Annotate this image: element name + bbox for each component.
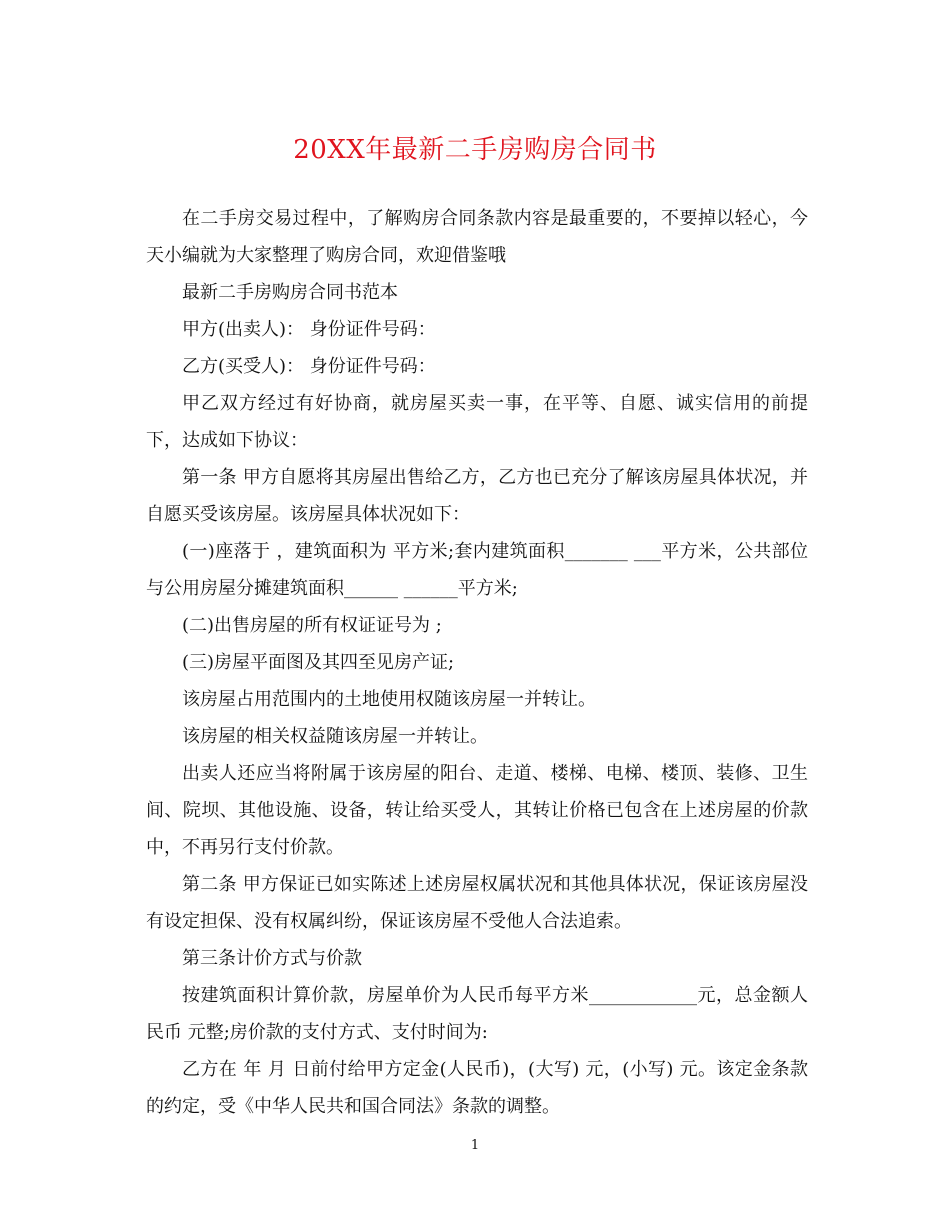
paragraph-party-b: 乙方(买受人)： 身份证件号码： bbox=[182, 356, 436, 377]
paragraph-party-a: 甲方(出卖人)： 身份证件号码： bbox=[182, 319, 436, 340]
paragraph-deposit: 乙方在 年 月 日前付给甲方定金(人民币)，(大写) 元，(小写) 元。该定金条款的约定，受《中华人民共和国合同法》条款的调整。 bbox=[146, 1059, 808, 1117]
paragraph-article-1: 第一条 甲方自愿将其房屋出售给乙方，乙方也已充分了解该房屋具体状况，并自愿买受该房屋。该房屋具体状况如下： bbox=[146, 467, 808, 525]
paragraph-attachments: 出卖人还应当将附属于该房屋的阳台、走道、楼梯、电梯、楼顶、装修、卫生间、院坝、其他设施、设备，转让给买受人，其转让价格已包含在上述房屋的价款中，不再另行支付价款。 bbox=[146, 763, 808, 858]
document-title: 20XX年最新二手房购房合同书 bbox=[293, 135, 657, 165]
paragraph-item-2: (二)出售房屋的所有权证证号为 ; bbox=[182, 615, 442, 636]
paragraph-item-1: (一)座落于 ，建筑面积为 平方米;套内建筑面积_______ ___平方米，公共部位与公用房屋分摊建筑面积______ ______平方米; bbox=[146, 541, 808, 599]
paragraph-rights: 该房屋的相关权益随该房屋一并转让。 bbox=[182, 726, 488, 747]
paragraph-land-use: 该房屋占用范围内的土地使用权随该房屋一并转让。 bbox=[182, 689, 596, 710]
paragraph-pricing: 按建筑面积计算价款，房屋单价为人民币每平方米____________元，总金额人民币 元整;房价款的支付方式、支付时间为: bbox=[146, 985, 808, 1043]
paragraph-agreement: 甲乙双方经过有好协商，就房屋买卖一事，在平等、自愿、诚实信用的前提下，达成如下协议： bbox=[146, 393, 808, 451]
paragraph-item-3: (三)房屋平面图及其四至见房产证; bbox=[182, 652, 455, 673]
page-number: 1 bbox=[470, 1138, 480, 1153]
paragraph-article-2: 第二条 甲方保证已如实陈述上述房屋权属状况和其他具体状况，保证该房屋没有设定担保、没有权属纠纷，保证该房屋不受他人合法追索。 bbox=[146, 874, 808, 932]
paragraph-intro: 在二手房交易过程中，了解购房合同条款内容是最重要的，不要掉以轻心，今天小编就为大家整理了购房合同，欢迎借鉴哦 bbox=[146, 208, 808, 266]
document-body bbox=[146, 200, 808, 1125]
paragraph-template-heading: 最新二手房购房合同书范本 bbox=[182, 282, 398, 303]
paragraph-article-3-heading: 第三条计价方式与价款 bbox=[182, 948, 362, 969]
